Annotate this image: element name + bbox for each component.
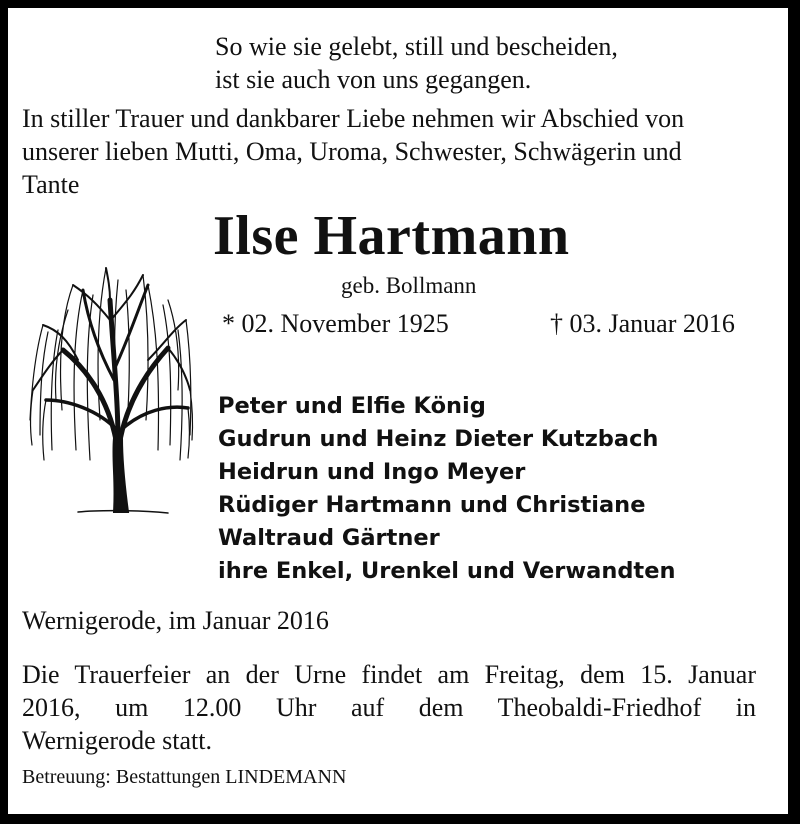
intro-line-2: unserer lieben Mutti, Oma, Uroma, Schwester, Schwägerin und bbox=[22, 137, 682, 166]
death-date: † 03. Januar 2016 bbox=[550, 309, 735, 338]
mourner-item: Heidrun und Ingo Meyer bbox=[218, 459, 526, 485]
mourner-item: Gudrun und Heinz Dieter Kutzbach bbox=[218, 426, 659, 452]
mourner-item: Rüdiger Hartmann und Christiane bbox=[218, 492, 646, 518]
ceremony-info bbox=[22, 658, 756, 757]
deceased-name: Ilse Hartmann bbox=[213, 205, 570, 267]
obituary-notice bbox=[8, 8, 788, 814]
mourner-item: Waltraud Gärtner bbox=[218, 525, 440, 551]
poem-line-1: So wie sie gelebt, still und bescheiden, bbox=[215, 32, 618, 61]
birth-date: * 02. November 1925 bbox=[222, 309, 449, 338]
weeping-tree-icon bbox=[18, 260, 198, 520]
place-and-date: Wernigerode, im Januar 2016 bbox=[22, 606, 329, 635]
funeral-home: Betreuung: Bestattungen LINDEMANN bbox=[22, 766, 347, 788]
mourners-list bbox=[218, 390, 718, 588]
maiden-name: geb. Bollmann bbox=[341, 273, 477, 298]
ceremony-line-3: Wernigerode statt. bbox=[22, 726, 212, 755]
ceremony-line-1: Die Trauerfeier an der Urne findet am Freitag, dem 15. Januar bbox=[22, 660, 756, 689]
poem-line-2: ist sie auch von uns gegangen. bbox=[215, 65, 532, 94]
intro-line-3: Tante bbox=[22, 170, 80, 199]
intro-line-1: In stiller Trauer und dankbarer Liebe nehmen wir Abschied von bbox=[22, 104, 685, 133]
mourner-item: ihre Enkel, Urenkel und Verwandten bbox=[218, 558, 676, 584]
ceremony-line-2: 2016, um 12.00 Uhr auf dem Theobaldi-Friedhof in bbox=[22, 693, 756, 722]
mourner-item: Peter und Elfie König bbox=[218, 393, 486, 419]
